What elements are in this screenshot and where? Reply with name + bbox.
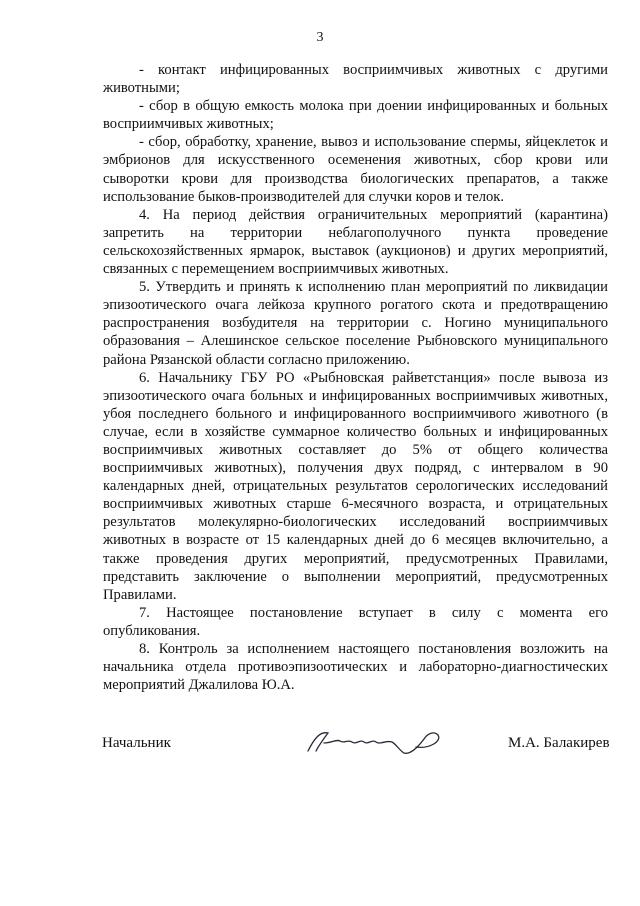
paragraph: - сбор в общую емкость молока при доении инфицированных и больных восприимчивых животных; (103, 98, 608, 133)
signatory-name: М.А. Балакирев (508, 735, 610, 751)
signatory-title: Начальник (102, 735, 171, 751)
paragraph: 8. Контроль за исполнением настоящего постановления возложить на начальника отдела противоэпизоотических и лабораторно-диагностических мероприятий Джалилова Ю.А. (103, 641, 608, 694)
paragraph: 5. Утвердить и принять к исполнению план мероприятий по ликвидации эпизоотического очага лейкоза крупного рогатого скота и предотвращению распространения возбудителя на территории с. Ногино муниципального образования – Алешинское сельское поселение Рыбновского муниципального района Рязанской области согласно приложению. (103, 279, 608, 368)
paragraph: 4. На период действия ограничительных мероприятий (карантина) запретить на территории неблагополучного пункта проведение сельскохозяйственных ярмарок, выставок (аукционов) и других мероприятий, связанных с перемещением восприимчивых животных. (103, 206, 608, 278)
paragraph: - сбор, обработку, хранение, вывоз и использование спермы, яйцеклеток и эмбрионов для искусственного осеменения животных, сбор крови или сыворотки крови для производства биологических препаратов, а также использование быков-производителей для случки коров и телок. (103, 134, 608, 205)
paragraph: 6. Начальнику ГБУ РО «Рыбновская райветстанция» после вывоза из эпизоотического очага больных и инфицированных восприимчивых животных, убоя последнего больного и инфицированного восприимчивого животного (в случае, если в хозяйстве суммарное количество больных и инфицированных восприимчивых животных составляет до 5% от общего количества восприимчивых животных), получения двух подряд, с интервалом в 90 календарных дней, отрицательных результатов серологических исследований восприимчивых животных старше 6-месячного возраста, и отрицательных результатов молекулярно-биологических исследований восприимчивых животных в возрасте от 15 календарных дней до 6 месяцев включительно, а также проведения других мероприятий, предусмотренных Правилами, представить заключение о выполнении мероприятий, предусмотренных Правилами. (103, 369, 608, 603)
paragraph: - контакт инфицированных восприимчивых животных с другими животными; (103, 62, 608, 97)
paragraph: 7. Настоящее постановление вступает в силу с момента его опубликования. (103, 604, 608, 639)
document-body (103, 61, 608, 694)
page-number: 3 (316, 30, 324, 45)
handwritten-signature (300, 725, 450, 755)
